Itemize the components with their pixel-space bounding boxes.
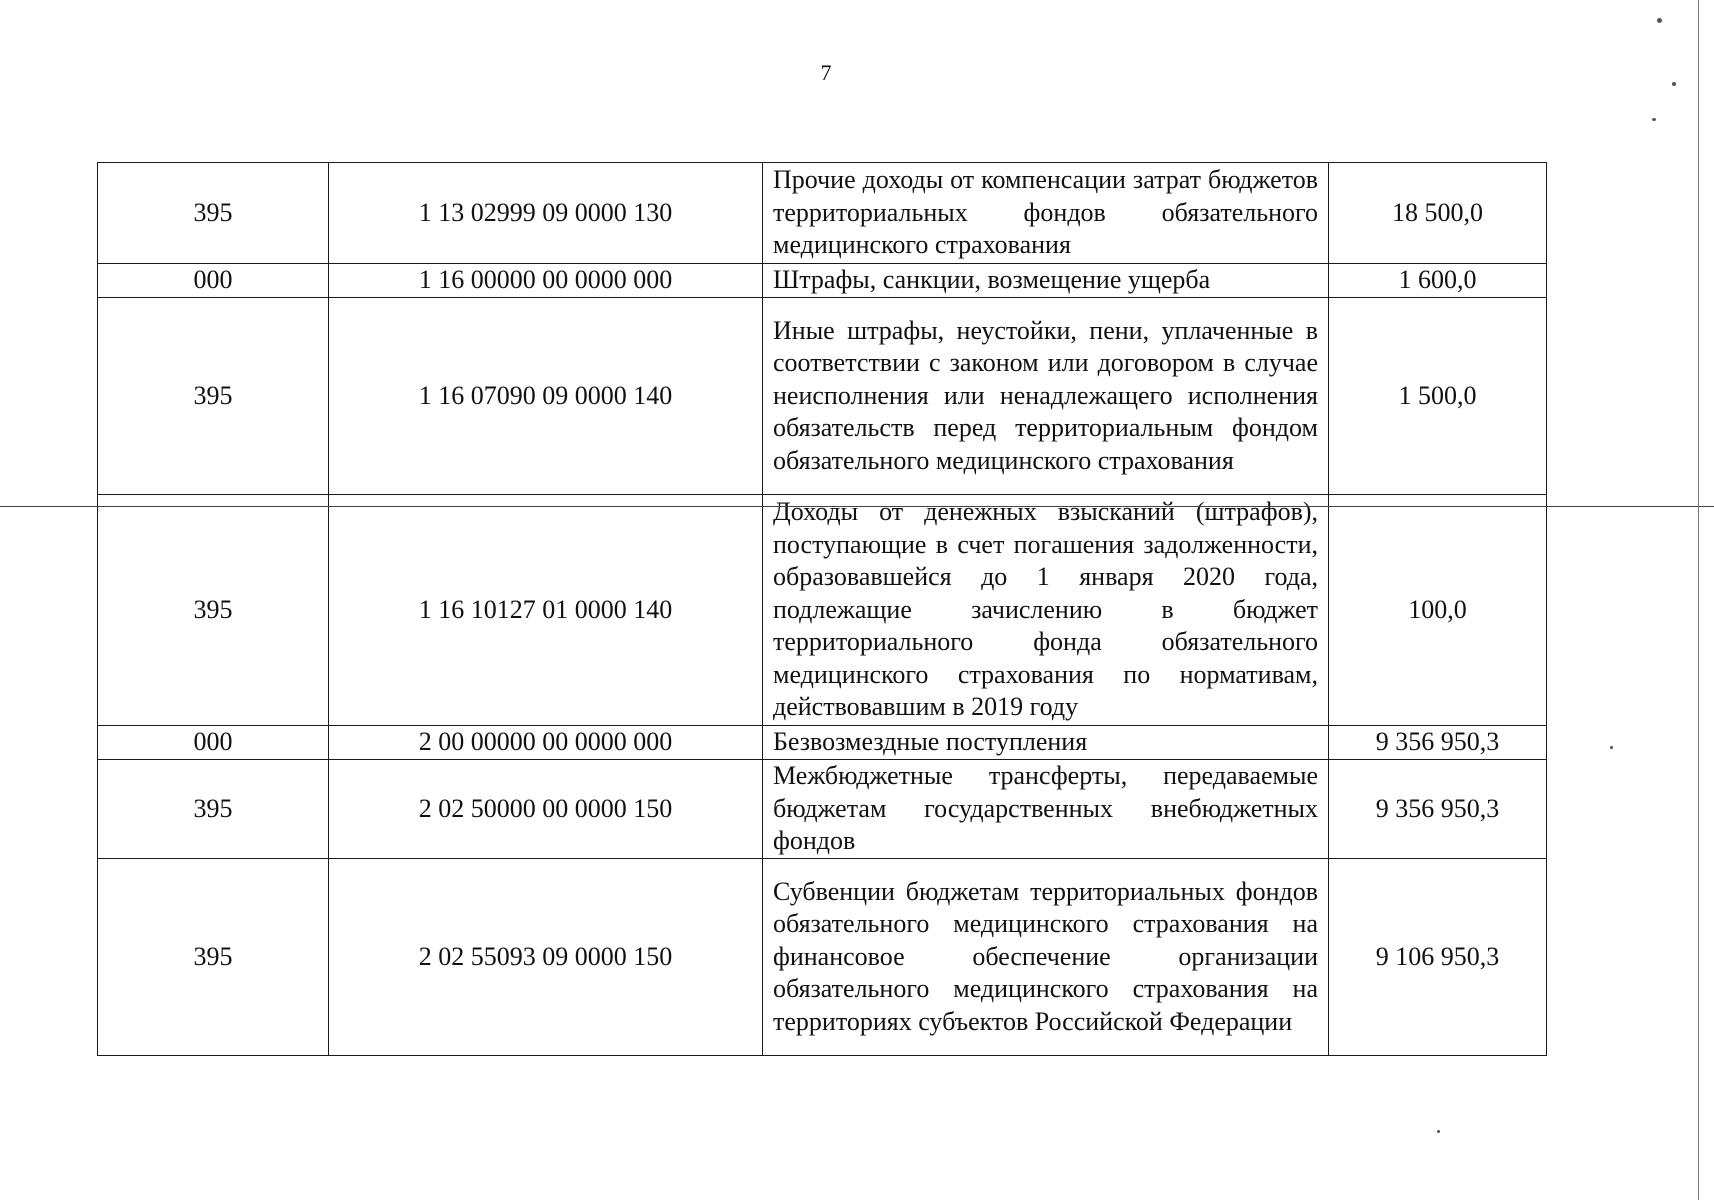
table-row	[98, 163, 1547, 264]
admin-code-cell: 395	[98, 163, 329, 264]
budget-code-cell: 2 00 00000 00 0000 000	[329, 726, 763, 760]
revenue-table	[97, 162, 1547, 1056]
amount-cell: 9 356 950,3	[1329, 726, 1547, 760]
income-name-cell: Межбюджетные трансферты, передаваемые бюджетам государственных внебюджетных фондов	[763, 760, 1329, 859]
income-name-cell: Штрафы, санкции, возмещение ущерба	[763, 264, 1329, 298]
table-row	[98, 859, 1547, 1056]
admin-code-cell: 000	[98, 264, 329, 298]
scan-speck	[1652, 118, 1656, 121]
budget-code-cell: 2 02 55093 09 0000 150	[329, 859, 763, 1056]
table-row	[98, 298, 1547, 495]
budget-code-cell: 1 13 02999 09 0000 130	[329, 163, 763, 264]
amount-cell: 1 500,0	[1329, 298, 1547, 495]
admin-code-cell: 395	[98, 859, 329, 1056]
income-name-cell: Субвенции бюджетам территориальных фондов обязательного медицинского страхования на финансовое обеспечение организации обязательного медицинского страхования на территориях субъектов Российской Федерации	[763, 859, 1329, 1056]
amount-cell: 9 106 950,3	[1329, 859, 1547, 1056]
income-name-cell: Безвозмездные поступления	[763, 726, 1329, 760]
table-row	[98, 726, 1547, 760]
budget-code-cell: 1 16 00000 00 0000 000	[329, 264, 763, 298]
budget-code-cell: 2 02 50000 00 0000 150	[329, 760, 763, 859]
budget-code-cell: 1 16 07090 09 0000 140	[329, 298, 763, 495]
income-name-cell: Доходы от денежных взысканий (штрафов), поступающие в счет погашения задолженности, образовавшейся до 1 января 2020 года, подлежащие зачислению в бюджет территориального фонда обязательного медицинского страхования по нормативам, действовавшим в 2019 году	[763, 495, 1329, 726]
page-number: 7	[820, 60, 832, 85]
revenue-table-body	[98, 163, 1547, 1056]
amount-cell: 1 600,0	[1329, 264, 1547, 298]
table-row	[98, 760, 1547, 859]
scan-page-edge	[1698, 0, 1699, 1200]
amount-cell: 18 500,0	[1329, 163, 1547, 264]
admin-code-cell: 395	[98, 760, 329, 859]
admin-code-cell: 000	[98, 726, 329, 760]
table-row	[98, 495, 1547, 726]
table-row	[98, 264, 1547, 298]
scan-speck	[1610, 746, 1613, 749]
admin-code-cell: 395	[98, 298, 329, 495]
scan-artifact-line	[0, 506, 1714, 507]
scan-speck	[1657, 18, 1662, 23]
income-name-cell: Иные штрафы, неустойки, пени, уплаченные в соответствии с законом или договором в случае неисполнения или ненадлежащего исполнения обязательств перед территориальным фондом обязательного медицинского страхования	[763, 298, 1329, 495]
admin-code-cell: 395	[98, 495, 329, 726]
budget-code-cell: 1 16 10127 01 0000 140	[329, 495, 763, 726]
scan-speck	[1672, 82, 1676, 86]
income-name-cell: Прочие доходы от компенсации затрат бюджетов территориальных фондов обязательного медицинского страхования	[763, 163, 1329, 264]
amount-cell: 9 356 950,3	[1329, 760, 1547, 859]
amount-cell: 100,0	[1329, 495, 1547, 726]
scan-speck	[1437, 1130, 1440, 1133]
